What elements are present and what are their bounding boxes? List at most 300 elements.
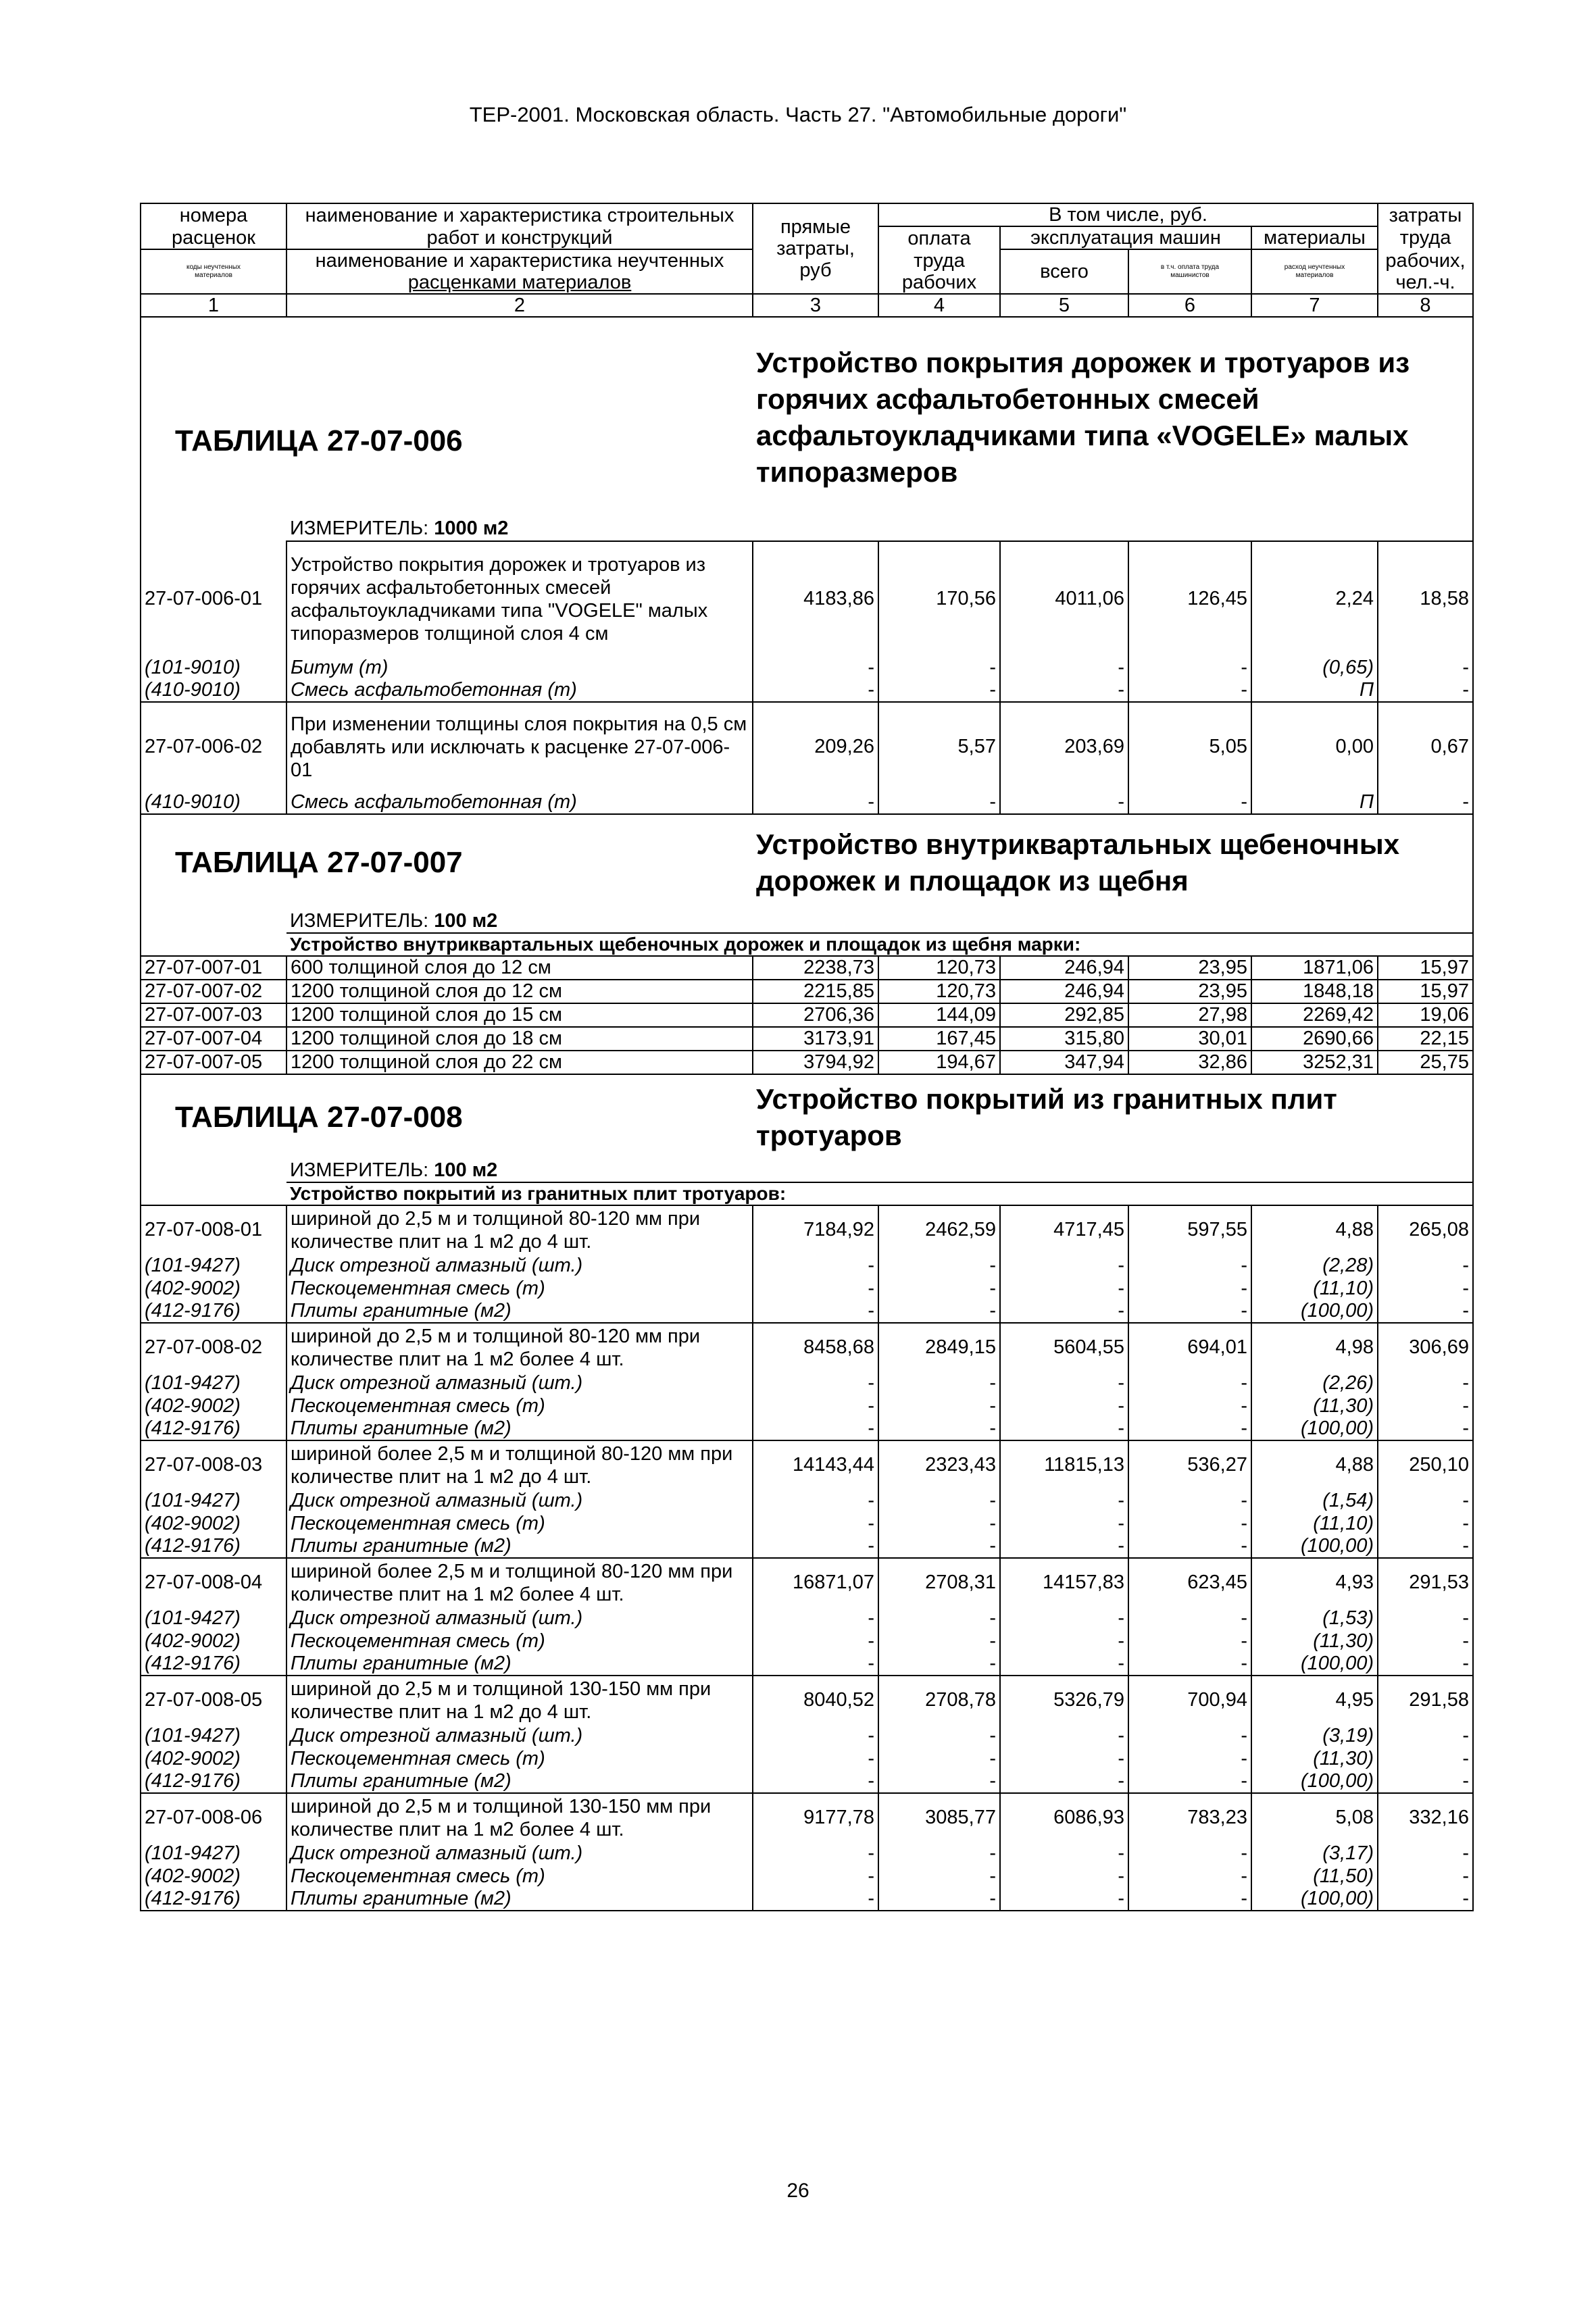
material-value: - bbox=[753, 1512, 878, 1535]
rate-description: 1200 толщиной слоя до 15 см bbox=[286, 1003, 753, 1027]
material-value: - bbox=[1000, 791, 1128, 814]
material-value: - bbox=[753, 1535, 878, 1558]
rate-value: 19,06 bbox=[1378, 1003, 1473, 1027]
material-value: - bbox=[1378, 1535, 1473, 1558]
rate-code: 27-07-007-02 bbox=[141, 980, 286, 1003]
table-008-group: Устройство покрытий из гранитных плит тротуаров: bbox=[286, 1182, 1473, 1205]
material-value: - bbox=[1378, 1254, 1473, 1277]
material-name: Диск отрезной алмазный (шт.) bbox=[286, 1372, 753, 1394]
col8-head-b: труда bbox=[1378, 226, 1473, 249]
material-value: (100,00) bbox=[1251, 1653, 1378, 1676]
rate-code: 27-07-008-04 bbox=[141, 1558, 286, 1607]
material-value: (3,19) bbox=[1251, 1724, 1378, 1747]
material-value: - bbox=[1378, 1300, 1473, 1323]
rate-code: 27-07-008-02 bbox=[141, 1323, 286, 1372]
material-code: (412-9176) bbox=[141, 1417, 286, 1440]
material-value: (11,30) bbox=[1251, 1394, 1378, 1417]
col8-head-a: затраты bbox=[1378, 203, 1473, 226]
material-value: (2,28) bbox=[1251, 1254, 1378, 1277]
material-value: - bbox=[1378, 1888, 1473, 1911]
material-value: - bbox=[878, 1842, 1000, 1865]
material-value: - bbox=[753, 1770, 878, 1793]
material-value: - bbox=[878, 1372, 1000, 1394]
col4-head-a: оплата bbox=[878, 226, 1000, 249]
material-value: - bbox=[1128, 1417, 1251, 1440]
rate-value: 246,94 bbox=[1000, 956, 1128, 980]
material-value: (100,00) bbox=[1251, 1535, 1378, 1558]
rate-value: 1848,18 bbox=[1251, 980, 1378, 1003]
material-value: - bbox=[1128, 1770, 1251, 1793]
machines-head: эксплуатация машин bbox=[1000, 226, 1251, 249]
material-value: П bbox=[1251, 791, 1378, 814]
col1-head-b: расценок bbox=[141, 226, 286, 249]
material-value: - bbox=[1128, 1630, 1251, 1653]
rate-description: шириной более 2,5 м и толщиной 80-120 мм при количестве плит на 1 м2 до 4 шт. bbox=[286, 1440, 753, 1489]
material-name: Плиты гранитные (м2) bbox=[286, 1888, 753, 1911]
rate-value: 3252,31 bbox=[1251, 1051, 1378, 1074]
material-name: Плиты гранитные (м2) bbox=[286, 1300, 753, 1323]
material-value: - bbox=[1000, 1277, 1128, 1300]
material-value: (11,10) bbox=[1251, 1512, 1378, 1535]
material-name: Смесь асфальтобетонная (т) bbox=[286, 791, 753, 814]
rate-value: 3173,91 bbox=[753, 1027, 878, 1051]
rate-description: 1200 толщиной слоя до 22 см bbox=[286, 1051, 753, 1074]
col-number: 1 bbox=[141, 294, 286, 317]
col8-head-c: рабочих, bbox=[1378, 249, 1473, 272]
material-value: - bbox=[753, 1865, 878, 1888]
rate-value: 2849,15 bbox=[878, 1323, 1000, 1372]
material-value: - bbox=[753, 1724, 878, 1747]
table-006-label: ТАБЛИЦА 27-07-006 bbox=[141, 317, 753, 517]
material-value: (3,17) bbox=[1251, 1842, 1378, 1865]
material-code: (412-9176) bbox=[141, 1535, 286, 1558]
page-number: 26 bbox=[787, 2180, 809, 2202]
material-value: (100,00) bbox=[1251, 1417, 1378, 1440]
col-number: 3 bbox=[753, 294, 878, 317]
rate-value: 203,69 bbox=[1000, 702, 1128, 791]
material-name: Диск отрезной алмазный (шт.) bbox=[286, 1607, 753, 1630]
col-number: 7 bbox=[1251, 294, 1378, 317]
material-value: - bbox=[753, 1630, 878, 1653]
rate-value: 9177,78 bbox=[753, 1793, 878, 1842]
material-value: - bbox=[753, 1277, 878, 1300]
material-value: - bbox=[1128, 1653, 1251, 1676]
material-value: - bbox=[1378, 656, 1473, 679]
material-value: - bbox=[878, 1535, 1000, 1558]
material-name: Плиты гранитные (м2) bbox=[286, 1417, 753, 1440]
rate-value: 694,01 bbox=[1128, 1323, 1251, 1372]
rate-value: 4183,86 bbox=[753, 541, 878, 656]
table-007-label: ТАБЛИЦА 27-07-007 bbox=[141, 814, 753, 910]
table-007-group: Устройство внутриквартальных щебеночных дорожек и площадок из щебня марки: bbox=[286, 933, 1473, 956]
material-value: - bbox=[753, 1607, 878, 1630]
material-name: Плиты гранитные (м2) bbox=[286, 1770, 753, 1793]
material-value: - bbox=[1128, 791, 1251, 814]
rate-value: 14143,44 bbox=[753, 1440, 878, 1489]
material-value: - bbox=[1378, 1747, 1473, 1770]
rate-value: 5604,55 bbox=[1000, 1323, 1128, 1372]
material-value: - bbox=[753, 1653, 878, 1676]
rate-value: 265,08 bbox=[1378, 1205, 1473, 1254]
material-value: - bbox=[1378, 1394, 1473, 1417]
material-value: - bbox=[878, 1417, 1000, 1440]
material-code: (402-9002) bbox=[141, 1865, 286, 1888]
material-value: - bbox=[1000, 1747, 1128, 1770]
material-value: - bbox=[1378, 1630, 1473, 1653]
rate-value: 32,86 bbox=[1128, 1051, 1251, 1074]
rate-value: 11815,13 bbox=[1000, 1440, 1128, 1489]
material-value: - bbox=[1128, 656, 1251, 679]
rate-code: 27-07-008-01 bbox=[141, 1205, 286, 1254]
rate-code: 27-07-008-06 bbox=[141, 1793, 286, 1842]
rate-value: 291,58 bbox=[1378, 1676, 1473, 1724]
material-value: - bbox=[1000, 1842, 1128, 1865]
material-value: - bbox=[1128, 1277, 1251, 1300]
rate-code: 27-07-007-04 bbox=[141, 1027, 286, 1051]
material-value: П bbox=[1251, 679, 1378, 702]
rate-value: 25,75 bbox=[1378, 1051, 1473, 1074]
rate-value: 315,80 bbox=[1000, 1027, 1128, 1051]
material-value: - bbox=[1128, 1747, 1251, 1770]
material-name: Пескоцементная смесь (т) bbox=[286, 1394, 753, 1417]
rate-value: 4,98 bbox=[1251, 1323, 1378, 1372]
material-name: Пескоцементная смесь (т) bbox=[286, 1277, 753, 1300]
material-value: - bbox=[1000, 1607, 1128, 1630]
rates-table bbox=[140, 203, 1474, 1911]
material-value: - bbox=[1128, 1512, 1251, 1535]
rate-value: 22,15 bbox=[1378, 1027, 1473, 1051]
col-number: 8 bbox=[1378, 294, 1473, 317]
material-value: - bbox=[1378, 1277, 1473, 1300]
material-value: - bbox=[878, 1630, 1000, 1653]
material-value: - bbox=[753, 1300, 878, 1323]
material-value: - bbox=[1128, 1888, 1251, 1911]
material-value: - bbox=[1000, 1888, 1128, 1911]
material-value: - bbox=[1000, 1489, 1128, 1512]
col3-head: прямые затраты, руб bbox=[753, 203, 878, 294]
material-value: (1,53) bbox=[1251, 1607, 1378, 1630]
col2-head-b: работ и конструкций bbox=[286, 226, 753, 249]
material-value: - bbox=[1378, 1489, 1473, 1512]
material-value: - bbox=[1000, 1300, 1128, 1323]
table-008-meter: ИЗМЕРИТЕЛЬ: 100 м2 bbox=[286, 1159, 1473, 1182]
material-value: - bbox=[878, 1865, 1000, 1888]
material-value: - bbox=[878, 1394, 1000, 1417]
material-code: (402-9002) bbox=[141, 1512, 286, 1535]
material-value: - bbox=[1378, 1417, 1473, 1440]
col-number: 5 bbox=[1000, 294, 1128, 317]
material-code: (410-9010) bbox=[141, 791, 286, 814]
material-code: (402-9002) bbox=[141, 1630, 286, 1653]
material-name: Пескоцементная смесь (т) bbox=[286, 1630, 753, 1653]
col1-head-bottom: коды неучтенных материалов bbox=[141, 249, 286, 294]
rate-description: 600 толщиной слоя до 12 см bbox=[286, 956, 753, 980]
material-value: - bbox=[753, 656, 878, 679]
material-value: - bbox=[1000, 1865, 1128, 1888]
material-value: - bbox=[1378, 1653, 1473, 1676]
material-value: - bbox=[1000, 1770, 1128, 1793]
rate-value: 2708,78 bbox=[878, 1676, 1000, 1724]
rate-value: 15,97 bbox=[1378, 956, 1473, 980]
rate-value: 347,94 bbox=[1000, 1051, 1128, 1074]
material-value: (11,10) bbox=[1251, 1277, 1378, 1300]
material-value: - bbox=[753, 1489, 878, 1512]
col-number: 6 bbox=[1128, 294, 1251, 317]
rate-value: 2708,31 bbox=[878, 1558, 1000, 1607]
material-value: - bbox=[1000, 679, 1128, 702]
rate-value: 23,95 bbox=[1128, 956, 1251, 980]
material-code: (101-9427) bbox=[141, 1372, 286, 1394]
page-header: ТЕР-2001. Московская область. Часть 27. "Автомобильные дороги" bbox=[469, 103, 1127, 126]
rate-code: 27-07-007-01 bbox=[141, 956, 286, 980]
material-value: - bbox=[1378, 1607, 1473, 1630]
rate-value: 170,56 bbox=[878, 541, 1000, 656]
material-name: Пескоцементная смесь (т) bbox=[286, 1747, 753, 1770]
rate-value: 23,95 bbox=[1128, 980, 1251, 1003]
material-value: - bbox=[1000, 1535, 1128, 1558]
material-value: (100,00) bbox=[1251, 1300, 1378, 1323]
material-value: - bbox=[878, 791, 1000, 814]
rate-value: 209,26 bbox=[753, 702, 878, 791]
rate-value: 8040,52 bbox=[753, 1676, 878, 1724]
rate-value: 2,24 bbox=[1251, 541, 1378, 656]
table-007-meter: ИЗМЕРИТЕЛЬ: 100 м2 bbox=[286, 910, 1473, 933]
col4-head-b: труда bbox=[878, 249, 1000, 272]
material-name: Диск отрезной алмазный (шт.) bbox=[286, 1489, 753, 1512]
rate-code: 27-07-008-03 bbox=[141, 1440, 286, 1489]
table-006-title: Устройство покрытия дорожек и тротуаров из горячих асфальтобетонных смесей асфальтоукладчиками типа «VOGELE» малых типоразмеров bbox=[753, 317, 1473, 517]
material-value: - bbox=[878, 1607, 1000, 1630]
material-value: - bbox=[1128, 1489, 1251, 1512]
rate-value: 306,69 bbox=[1378, 1323, 1473, 1372]
rate-value: 126,45 bbox=[1128, 541, 1251, 656]
material-value: - bbox=[878, 1300, 1000, 1323]
material-code: (412-9176) bbox=[141, 1300, 286, 1323]
material-value: - bbox=[1128, 1372, 1251, 1394]
material-value: - bbox=[1000, 1417, 1128, 1440]
material-value: - bbox=[753, 1417, 878, 1440]
material-name: Смесь асфальтобетонная (т) bbox=[286, 679, 753, 702]
material-value: - bbox=[753, 1254, 878, 1277]
rate-value: 2323,43 bbox=[878, 1440, 1000, 1489]
col7-head: расход неучтенных материалов bbox=[1251, 249, 1378, 294]
material-value: (11,50) bbox=[1251, 1865, 1378, 1888]
rate-value: 4,88 bbox=[1251, 1205, 1378, 1254]
material-value: - bbox=[753, 679, 878, 702]
material-value: - bbox=[753, 791, 878, 814]
material-code: (101-9427) bbox=[141, 1607, 286, 1630]
material-code: (101-9427) bbox=[141, 1489, 286, 1512]
material-value: - bbox=[1000, 1512, 1128, 1535]
rate-description: шириной до 2,5 м и толщиной 130-150 мм при количестве плит на 1 м2 более 4 шт. bbox=[286, 1793, 753, 1842]
rate-value: 250,10 bbox=[1378, 1440, 1473, 1489]
rate-value: 2706,36 bbox=[753, 1003, 878, 1027]
material-value: - bbox=[1128, 1842, 1251, 1865]
rate-value: 2462,59 bbox=[878, 1205, 1000, 1254]
material-value: - bbox=[1378, 791, 1473, 814]
rate-value: 332,16 bbox=[1378, 1793, 1473, 1842]
materials-head: материалы bbox=[1251, 226, 1378, 249]
rate-description: 1200 толщиной слоя до 18 см bbox=[286, 1027, 753, 1051]
col5-head: всего bbox=[1000, 249, 1128, 294]
rate-code: 27-07-006-01 bbox=[141, 541, 286, 656]
rate-value: 246,94 bbox=[1000, 980, 1128, 1003]
rate-description: шириной более 2,5 м и толщиной 80-120 мм при количестве плит на 1 м2 более 4 шт. bbox=[286, 1558, 753, 1607]
material-value: - bbox=[1128, 1724, 1251, 1747]
material-value: - bbox=[1128, 679, 1251, 702]
rate-value: 2269,42 bbox=[1251, 1003, 1378, 1027]
rate-value: 4,93 bbox=[1251, 1558, 1378, 1607]
material-value: (2,26) bbox=[1251, 1372, 1378, 1394]
material-name: Диск отрезной алмазный (шт.) bbox=[286, 1842, 753, 1865]
material-name: Битум (т) bbox=[286, 656, 753, 679]
col-number: 2 bbox=[286, 294, 753, 317]
rate-code: 27-07-008-05 bbox=[141, 1676, 286, 1724]
material-code: (101-9427) bbox=[141, 1254, 286, 1277]
col6-head: в т.ч. оплата труда машинистов bbox=[1128, 249, 1251, 294]
col1-head-a: номера bbox=[141, 203, 286, 226]
material-value: - bbox=[1128, 1535, 1251, 1558]
material-value: - bbox=[1128, 1300, 1251, 1323]
rate-value: 0,67 bbox=[1378, 702, 1473, 791]
material-value: - bbox=[1378, 1770, 1473, 1793]
rate-description: шириной до 2,5 м и толщиной 130-150 мм при количестве плит на 1 м2 до 4 шт. bbox=[286, 1676, 753, 1724]
material-value: - bbox=[1378, 1724, 1473, 1747]
col2-head-a: наименование и характеристика строительных bbox=[286, 203, 753, 226]
material-value: - bbox=[878, 679, 1000, 702]
rate-value: 2215,85 bbox=[753, 980, 878, 1003]
rate-value: 15,97 bbox=[1378, 980, 1473, 1003]
material-value: - bbox=[1000, 656, 1128, 679]
rate-value: 291,53 bbox=[1378, 1558, 1473, 1607]
material-code: (101-9427) bbox=[141, 1724, 286, 1747]
material-value: - bbox=[1000, 1724, 1128, 1747]
material-value: (11,30) bbox=[1251, 1630, 1378, 1653]
rate-description: При изменении толщины слоя покрытия на 0,5 см добавлять или исключать к расценке 27-07-006-01 bbox=[286, 702, 753, 791]
rate-value: 783,23 bbox=[1128, 1793, 1251, 1842]
table-007-title: Устройство внутриквартальных щебеночных дорожек и площадок из щебня bbox=[753, 814, 1473, 910]
material-code: (412-9176) bbox=[141, 1653, 286, 1676]
material-value: - bbox=[1378, 1512, 1473, 1535]
rate-code: 27-07-007-03 bbox=[141, 1003, 286, 1027]
rate-value: 4011,06 bbox=[1000, 541, 1128, 656]
material-value: - bbox=[1128, 1865, 1251, 1888]
material-value: - bbox=[878, 1512, 1000, 1535]
rate-value: 14157,83 bbox=[1000, 1558, 1128, 1607]
rate-value: 194,67 bbox=[878, 1051, 1000, 1074]
material-value: - bbox=[753, 1394, 878, 1417]
rate-value: 144,09 bbox=[878, 1003, 1000, 1027]
rate-value: 27,98 bbox=[1128, 1003, 1251, 1027]
material-value: - bbox=[878, 1888, 1000, 1911]
material-value: - bbox=[753, 1888, 878, 1911]
rate-value: 3085,77 bbox=[878, 1793, 1000, 1842]
rate-value: 4,88 bbox=[1251, 1440, 1378, 1489]
material-value: - bbox=[753, 1747, 878, 1770]
rate-code: 27-07-006-02 bbox=[141, 702, 286, 791]
material-value: - bbox=[753, 1842, 878, 1865]
rate-value: 2690,66 bbox=[1251, 1027, 1378, 1051]
rate-value: 30,01 bbox=[1128, 1027, 1251, 1051]
material-value: - bbox=[878, 656, 1000, 679]
table-006-meter: ИЗМЕРИТЕЛЬ: 1000 м2 bbox=[286, 517, 1473, 541]
material-name: Пескоцементная смесь (т) bbox=[286, 1512, 753, 1535]
material-name: Плиты гранитные (м2) bbox=[286, 1535, 753, 1558]
rate-value: 5,57 bbox=[878, 702, 1000, 791]
rate-value: 4717,45 bbox=[1000, 1205, 1128, 1254]
rate-value: 5326,79 bbox=[1000, 1676, 1128, 1724]
material-value: - bbox=[878, 1653, 1000, 1676]
material-value: - bbox=[1128, 1394, 1251, 1417]
material-value: - bbox=[1128, 1254, 1251, 1277]
material-value: (1,54) bbox=[1251, 1489, 1378, 1512]
rate-description: шириной до 2,5 м и толщиной 80-120 мм при количестве плит на 1 м2 до 4 шт. bbox=[286, 1205, 753, 1254]
col8-head-d: чел.-ч. bbox=[1378, 272, 1473, 294]
material-name: Пескоцементная смесь (т) bbox=[286, 1865, 753, 1888]
rate-value: 292,85 bbox=[1000, 1003, 1128, 1027]
rate-value: 4,95 bbox=[1251, 1676, 1378, 1724]
material-value: (100,00) bbox=[1251, 1888, 1378, 1911]
material-code: (101-9427) bbox=[141, 1842, 286, 1865]
rate-description: шириной до 2,5 м и толщиной 80-120 мм при количестве плит на 1 м2 более 4 шт. bbox=[286, 1323, 753, 1372]
material-code: (412-9176) bbox=[141, 1888, 286, 1911]
material-value: - bbox=[878, 1770, 1000, 1793]
material-value: - bbox=[1378, 1842, 1473, 1865]
rate-value: 1871,06 bbox=[1251, 956, 1378, 980]
rate-value: 597,55 bbox=[1128, 1205, 1251, 1254]
group-head: В том числе, руб. bbox=[878, 203, 1378, 226]
rate-value: 0,00 bbox=[1251, 702, 1378, 791]
material-value: - bbox=[1378, 1865, 1473, 1888]
material-code: (402-9002) bbox=[141, 1277, 286, 1300]
material-code: (402-9002) bbox=[141, 1747, 286, 1770]
material-name: Диск отрезной алмазный (шт.) bbox=[286, 1254, 753, 1277]
col-number: 4 bbox=[878, 294, 1000, 317]
rate-value: 16871,07 bbox=[753, 1558, 878, 1607]
material-name: Диск отрезной алмазный (шт.) bbox=[286, 1724, 753, 1747]
material-value: (11,30) bbox=[1251, 1747, 1378, 1770]
material-value: - bbox=[1000, 1372, 1128, 1394]
table-008-label: ТАБЛИЦА 27-07-008 bbox=[141, 1074, 753, 1159]
material-value: - bbox=[878, 1254, 1000, 1277]
material-value: (100,00) bbox=[1251, 1770, 1378, 1793]
material-value: - bbox=[753, 1372, 878, 1394]
rate-value: 167,45 bbox=[878, 1027, 1000, 1051]
material-value: - bbox=[1378, 679, 1473, 702]
rate-value: 120,73 bbox=[878, 980, 1000, 1003]
material-code: (101-9010) bbox=[141, 656, 286, 679]
rate-value: 120,73 bbox=[878, 956, 1000, 980]
col4-head-c: рабочих bbox=[878, 272, 1000, 294]
rate-value: 8458,68 bbox=[753, 1323, 878, 1372]
rate-value: 5,08 bbox=[1251, 1793, 1378, 1842]
material-code: (412-9176) bbox=[141, 1770, 286, 1793]
material-value: - bbox=[1000, 1653, 1128, 1676]
rate-value: 623,45 bbox=[1128, 1558, 1251, 1607]
rate-value: 7184,92 bbox=[753, 1205, 878, 1254]
rate-value: 5,05 bbox=[1128, 702, 1251, 791]
rate-value: 3794,92 bbox=[753, 1051, 878, 1074]
material-value: - bbox=[878, 1747, 1000, 1770]
rate-description: Устройство покрытия дорожек и тротуаров из горячих асфальтобетонных смесей асфальтоукладчиками типа "VOGELE" малых типоразмеров толщиной слоя 4 см bbox=[286, 541, 753, 656]
rate-value: 18,58 bbox=[1378, 541, 1473, 656]
material-value: - bbox=[1000, 1630, 1128, 1653]
material-code: (402-9002) bbox=[141, 1394, 286, 1417]
rate-description: 1200 толщиной слоя до 12 см bbox=[286, 980, 753, 1003]
table-008-title: Устройство покрытий из гранитных плит тротуаров bbox=[753, 1074, 1473, 1159]
material-value: - bbox=[1378, 1372, 1473, 1394]
material-value: - bbox=[878, 1489, 1000, 1512]
